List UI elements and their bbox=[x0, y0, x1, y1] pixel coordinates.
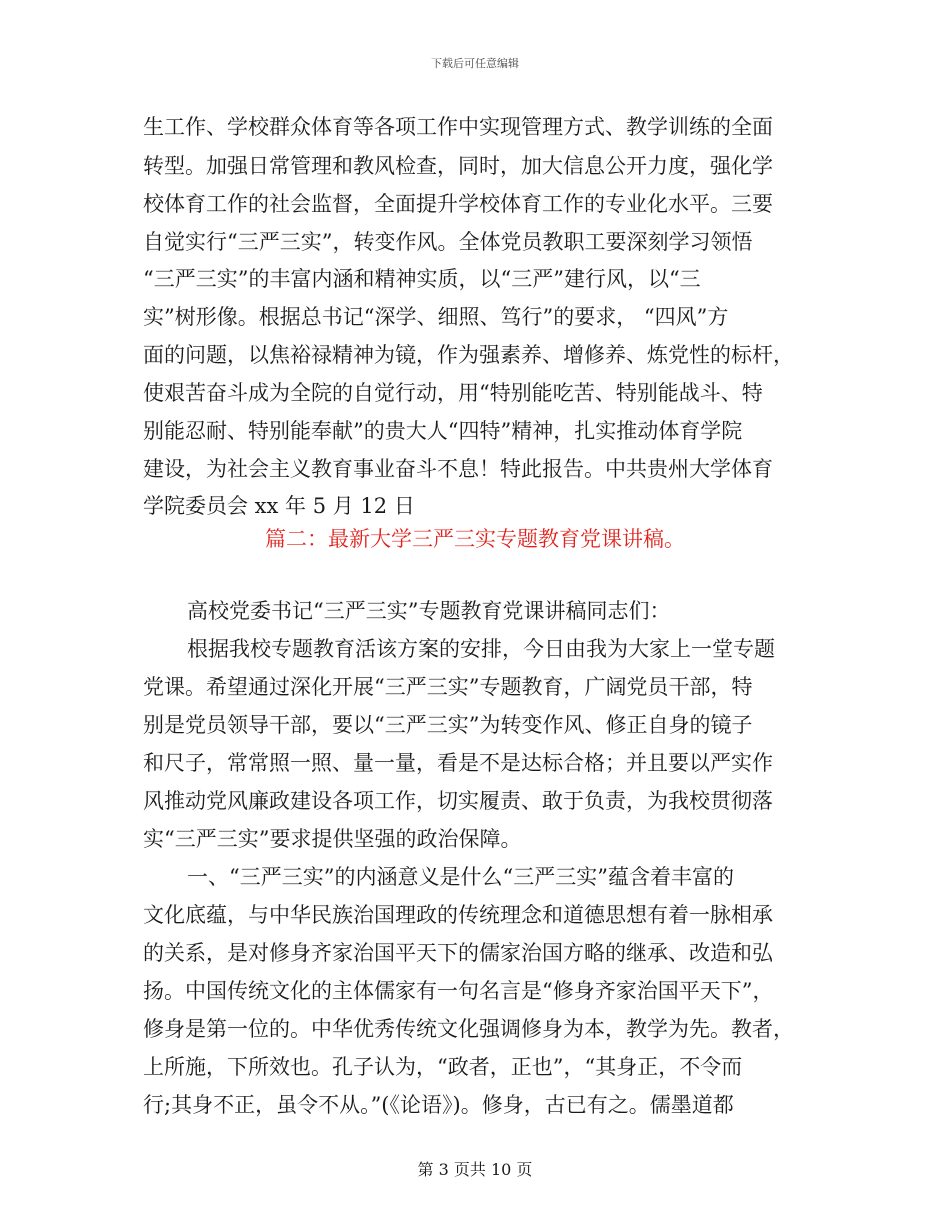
text-line: 根据我校专题教育活该方案的安排，今日由我为大家上一堂专题 bbox=[187, 637, 775, 661]
text-line: 文化底蕴，与中华民族治国理政的传统理念和道德思想有着一脉相承 bbox=[143, 903, 773, 927]
text-line: 使艰苦奋斗成为全院的自觉行动，用“特别能吃苦、特别能战斗、特 bbox=[143, 381, 763, 405]
text-line: 一、“三严三实”的内涵意义是什么“三严三实”蕴含着丰富的 bbox=[187, 865, 734, 889]
text-line: 行;其身不正，虽令不从。”(《论语》)。修身，古已有之。儒墨道都 bbox=[143, 1093, 734, 1117]
section-title: 篇二：最新大学三严三实专题教育党课讲稿。 bbox=[265, 527, 685, 551]
text-line: 生工作、学校群众体育等各项工作中实现管理方式、教学训练的全面 bbox=[143, 115, 773, 139]
text-line: 别能忍耐、特别能奉献”的贵大人“四特”精神，扎实推动体育学院 bbox=[143, 419, 743, 443]
text-line: 党课。希望通过深化开展“三严三实”专题教育，广阔党员干部，特 bbox=[143, 675, 753, 699]
page-footer: 第 3 页共 10 页 bbox=[417, 1160, 533, 1179]
text-line: 高校党委书记“三严三实”专题教育党课讲稿同志们： bbox=[187, 599, 671, 623]
text-line: 实”树形像。根据总书记“深学、细照、笃行”的要求， “四风”方 bbox=[143, 305, 729, 329]
text-line: “三严三实”的丰富内涵和精神实质，以“三严”建行风，以“三 bbox=[143, 267, 701, 291]
text-line: 别是党员领导干部，要以“三严三实”为转变作风、修正自身的镜子 bbox=[143, 713, 753, 737]
text-line: 建设，为社会主义教育事业奋斗不息！特此报告。中共贵州大学体育 bbox=[143, 457, 773, 481]
text-line: 上所施，下所效也。孔子认为，“政者，正也”，“其身正，不令而 bbox=[143, 1055, 743, 1079]
text-line: 自觉实行“三严三实”，转变作风。全体党员教职工要深刻学习领悟 bbox=[143, 230, 753, 254]
text-line: 风推动党风廉政建设各项工作，切实履责、敢于负责，为我校贯彻落 bbox=[143, 789, 773, 813]
text-line: 面的问题，以焦裕禄精神为镜，作为强素养、增修养、炼党性的标杆， bbox=[143, 343, 794, 367]
text-line: 修身是第一位的。中华优秀传统文化强调修身为本，教学为先。教者， bbox=[143, 1017, 794, 1041]
text-line: 学院委员会 xx 年 5 月 12 日 bbox=[143, 494, 415, 518]
text-line: 转型。加强日常管理和教风检查，同时，加大信息公开力度，强化学 bbox=[143, 154, 773, 178]
text-line: 的关系，是对修身齐家治国平天下的儒家治国方略的继承、改造和弘 bbox=[143, 941, 773, 965]
text-line: 校体育工作的社会监督，全面提升学校体育工作的专业化水平。三要 bbox=[143, 192, 773, 216]
text-line: 扬。中国传统文化的主体儒家有一句名言是“修身齐家治国平天下”， bbox=[143, 979, 774, 1003]
text-line: 实“三严三实”要求提供坚强的政治保障。 bbox=[143, 827, 522, 851]
page-header: 下载后可任意编辑 bbox=[431, 57, 519, 70]
text-line: 和尺子，常常照一照、量一量，看是不是达标合格；并且要以严实作 bbox=[143, 751, 773, 775]
